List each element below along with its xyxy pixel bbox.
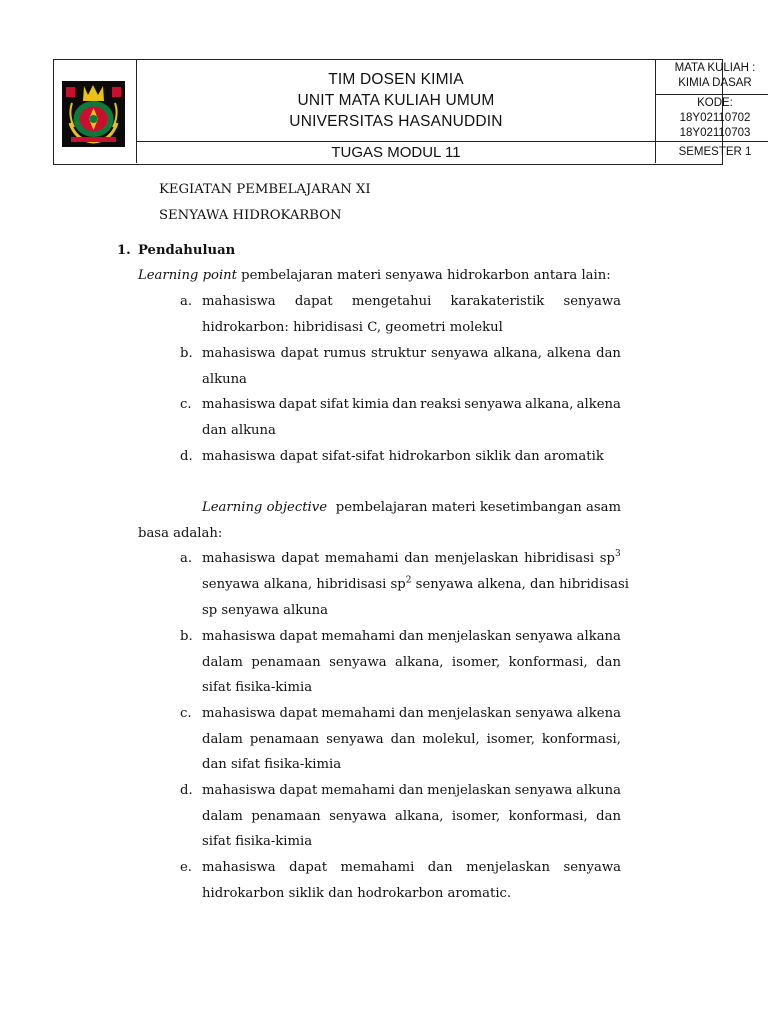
list-item-line: dan alkuna <box>202 423 276 438</box>
list-item-line: mahasiswa dapat memahami dan menjelaskan hibridisasi sp <box>202 551 615 566</box>
section-number: 1. <box>117 243 131 258</box>
list-marker: c. <box>180 706 192 721</box>
list-item-line: sifat fisika-kimia <box>202 680 313 695</box>
list-item-line: mahasiswa dapat memahami dan menjelaskan senyawa alkuna <box>202 783 621 798</box>
list-item-line: hidrokarbon: hibridisasi C, geometri molekul <box>202 320 503 335</box>
list-item-line: dan sifat fisika-kimia <box>202 757 342 772</box>
list-item-text: senyawa alkena, dan hibridisasi <box>411 577 629 592</box>
list-item-line: mahasiswa dapat rumus struktur senyawa alkana, alkena dan <box>202 346 621 361</box>
learning-point-intro-text: pembelajaran materi senyawa hidrokarbon antara lain: <box>236 268 611 283</box>
list-item-line <box>202 576 629 594</box>
list-marker: b. <box>180 346 193 361</box>
chapter-subtitle: SENYAWA HIDROKARBON <box>159 208 342 223</box>
university-logo <box>62 81 125 147</box>
learning-objective-intro-text: pembelajaran materi kesetimbangan asam <box>335 500 621 515</box>
assignment-title: TUGAS MODUL 11 <box>331 144 461 161</box>
section-heading: Pendahuluan <box>138 243 236 258</box>
list-item-line: dalam penamaan senyawa dan molekul, isomer, konformasi, <box>202 732 621 747</box>
list-item-line: hidrokarbon siklik dan hodrokarbon aromatic. <box>202 886 512 901</box>
list-marker: c. <box>180 397 192 412</box>
code-label: KODE: <box>697 97 733 109</box>
learning-objective-intro <box>202 499 621 517</box>
course-name: KIMIA DASAR <box>678 77 752 89</box>
list-item-line: mahasiswa dapat memahami dan menjelaskan senyawa <box>202 860 621 875</box>
header-right <box>656 60 756 163</box>
list-marker: d. <box>180 449 193 464</box>
list-item-line: mahasiswa dapat sifat-sifat hidrokarbon siklik dan aromatik <box>202 449 604 464</box>
list-marker: b. <box>180 629 193 644</box>
chapter-title: KEGIATAN PEMBELAJARAN XI <box>159 182 371 197</box>
code-cell <box>656 95 768 142</box>
course-label: MATA KULIAH : <box>674 62 756 74</box>
list-marker: e. <box>180 860 192 875</box>
header-center <box>137 60 656 163</box>
list-item-line: sp senyawa alkuna <box>202 603 329 618</box>
superscript: 2 <box>405 575 412 586</box>
learning-objective-intro-line2: basa adalah: <box>138 526 223 541</box>
header-line-3: UNIVERSITAS HASANUDDIN <box>289 113 503 130</box>
list-marker: a. <box>180 294 193 309</box>
header-line-1: TIM DOSEN KIMIA <box>328 71 464 88</box>
code-2: 18Y02110703 <box>679 127 751 139</box>
list-item-text: senyawa alkana, hibridisasi sp <box>202 577 406 592</box>
code-1: 18Y02110702 <box>679 112 751 124</box>
list-item-line: mahasiswa dapat memahami dan menjelaskan senyawa alkena <box>202 706 621 721</box>
list-item-line: mahasiswa dapat mengetahui karakateristik senyawa <box>202 294 621 309</box>
course-cell <box>656 60 768 95</box>
list-item-line: alkuna <box>202 372 247 387</box>
header-line-2: UNIT MATA KULIAH UMUM <box>297 92 495 109</box>
logo-cell <box>54 60 137 163</box>
semester-cell: SEMESTER 1 <box>678 146 752 158</box>
list-item-line: sifat fisika-kimia <box>202 834 313 849</box>
list-marker: a. <box>180 551 193 566</box>
document-header <box>53 59 756 165</box>
list-item-line: dalam penamaan senyawa alkana, isomer, konformasi, dan <box>202 655 621 670</box>
learning-point-intro <box>138 267 611 285</box>
learning-objective-term: Learning objective <box>202 500 327 515</box>
list-marker: d. <box>180 783 193 798</box>
learning-point-term: Learning point <box>138 268 237 283</box>
list-item-line: dalam penamaan senyawa alkana, isomer, konformasi, dan <box>202 809 621 824</box>
list-item-line: mahasiswa dapat memahami dan menjelaskan senyawa alkana <box>202 629 621 644</box>
list-item-line: mahasiswa dapat sifat kimia dan reaksi senyawa alkana, alkena <box>202 397 621 412</box>
superscript: 3 <box>615 549 621 559</box>
